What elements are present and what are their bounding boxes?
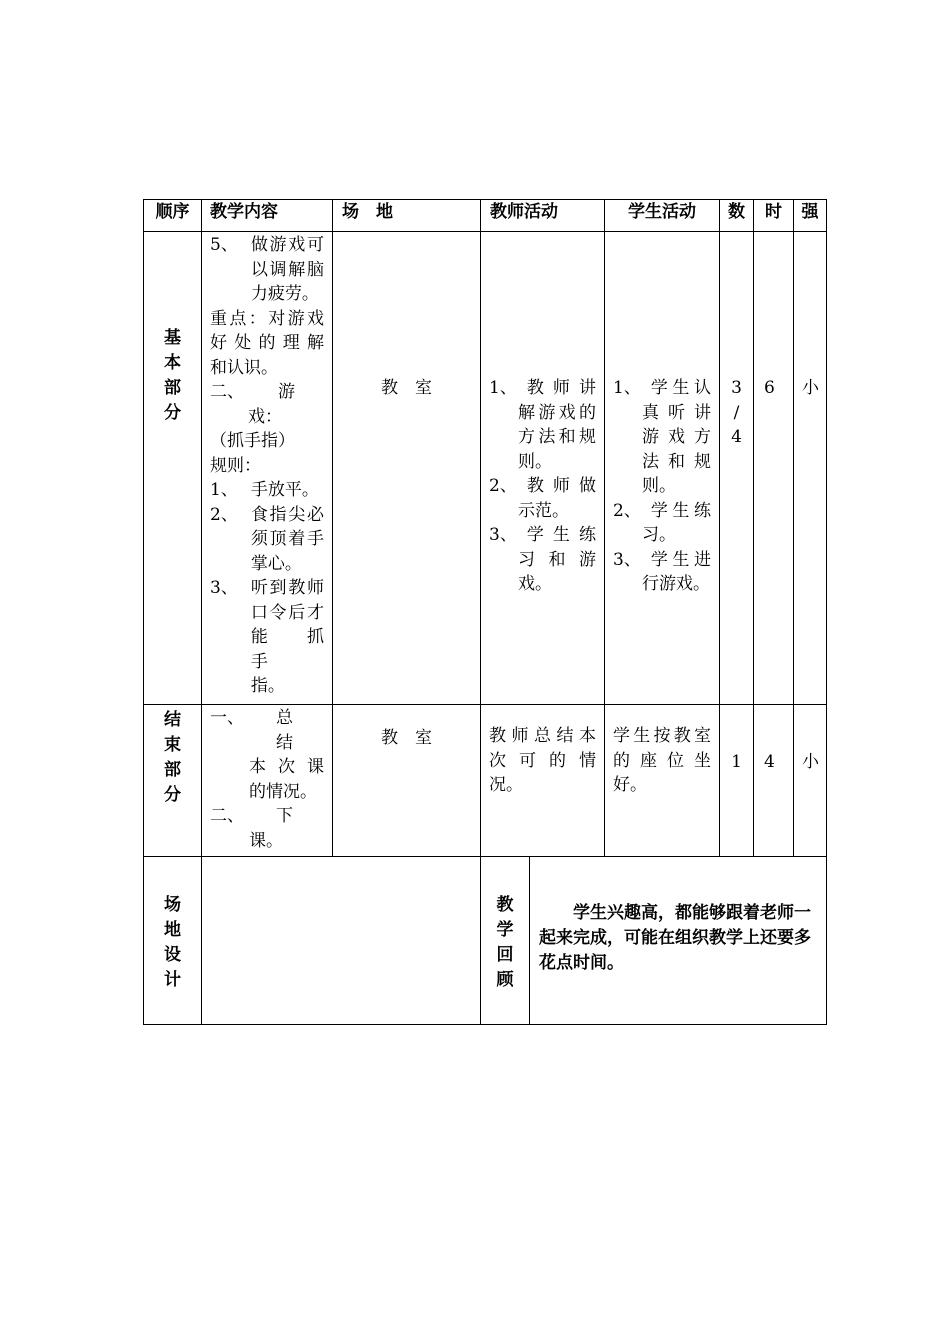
item-number: 1、 bbox=[489, 378, 517, 398]
teacher-step-2 bbox=[489, 474, 596, 499]
header-venue-label: 场 地 bbox=[342, 202, 393, 222]
teacher-line: 教师讲 bbox=[526, 378, 596, 398]
teacher-line: 教师总结本 bbox=[489, 726, 596, 746]
teacher-line: 教师做 bbox=[526, 476, 596, 496]
review-text: 学生兴趣高，都能够跟着老师一起来完成，可能在组织教学上还要多花点时间。 bbox=[539, 903, 811, 973]
ending-content bbox=[202, 705, 333, 857]
item-number: 2、 bbox=[613, 500, 641, 521]
student-line: 的座位坐 bbox=[613, 750, 711, 771]
design-char: 场 bbox=[164, 895, 181, 915]
basic-section-label bbox=[144, 232, 202, 705]
time-value: 6 bbox=[764, 378, 775, 398]
ending-item-2 bbox=[210, 804, 324, 829]
footer-row bbox=[144, 857, 827, 1025]
time-value: 4 bbox=[764, 752, 775, 772]
ending-line: 总 结 bbox=[276, 708, 310, 753]
header-content bbox=[202, 200, 333, 232]
student-step-2 bbox=[613, 499, 711, 524]
student-line: 学生认 bbox=[650, 378, 711, 398]
review-char: 回 bbox=[496, 945, 514, 965]
rule-line: 听到教师 bbox=[250, 578, 324, 598]
lesson-plan-table bbox=[143, 199, 827, 1025]
student-line: 行游戏。 bbox=[642, 574, 710, 594]
ending-line: 下 bbox=[276, 806, 293, 826]
teacher-line: 戏。 bbox=[518, 574, 552, 594]
teacher-line: 学生练 bbox=[526, 525, 596, 545]
rule-line: 食指尖必 bbox=[250, 504, 324, 525]
review-char: 学 bbox=[496, 920, 514, 940]
review-char: 教 bbox=[496, 895, 514, 915]
header-count: 数 bbox=[720, 200, 754, 232]
section-char: 束 bbox=[164, 735, 181, 755]
teacher-line: 况。 bbox=[489, 775, 523, 795]
count-line: 3 bbox=[731, 378, 742, 398]
ending-line: 本次课 bbox=[249, 757, 324, 777]
section-char: 本 bbox=[164, 353, 181, 373]
section-char: 分 bbox=[164, 403, 181, 423]
content-line: 做游戏可 bbox=[250, 235, 324, 255]
teaching-review-label bbox=[481, 857, 530, 1025]
teacher-line: 解游戏的 bbox=[518, 402, 596, 423]
focus-line: 和认识。 bbox=[210, 357, 278, 378]
intensity-value: 小 bbox=[802, 378, 819, 398]
game-heading bbox=[210, 380, 324, 429]
student-line: 学生按教室 bbox=[613, 726, 711, 746]
game-line: 游 bbox=[278, 382, 295, 402]
rule-1 bbox=[210, 478, 324, 503]
student-line: 则。 bbox=[642, 476, 676, 496]
count-line: 4 bbox=[731, 427, 742, 447]
ending-item-1 bbox=[210, 706, 324, 755]
teacher-step-3 bbox=[489, 523, 596, 548]
section-char: 分 bbox=[164, 785, 181, 805]
header-intensity: 强 bbox=[794, 200, 827, 232]
basic-venue bbox=[333, 232, 481, 705]
ending-row bbox=[144, 705, 827, 857]
section-char: 部 bbox=[164, 378, 181, 398]
rule-text: 手放平。 bbox=[250, 480, 319, 500]
student-line: 游戏方 bbox=[642, 427, 711, 447]
count-line: / bbox=[733, 402, 740, 423]
teacher-step-1 bbox=[489, 376, 596, 401]
student-line: 学生进 bbox=[650, 549, 711, 570]
ending-student bbox=[605, 705, 720, 857]
rule-2 bbox=[210, 503, 324, 577]
focus-line: 重点：对游戏 bbox=[210, 308, 324, 329]
student-line: 法和规 bbox=[642, 451, 711, 472]
section-char: 结 bbox=[164, 710, 181, 730]
header-order: 顺序 bbox=[144, 200, 202, 232]
rules-label: 规则： bbox=[210, 455, 261, 476]
review-char: 顾 bbox=[496, 970, 514, 990]
basic-intensity bbox=[794, 232, 827, 705]
item-number: 2、 bbox=[489, 476, 517, 496]
teacher-line: 则。 bbox=[518, 451, 552, 472]
ending-line: 的情况。 bbox=[249, 781, 317, 802]
design-char: 计 bbox=[164, 970, 181, 990]
ending-teacher bbox=[481, 705, 605, 857]
section-char: 基 bbox=[164, 328, 181, 348]
content-line: 以调解脑 bbox=[250, 259, 324, 280]
section-char: 部 bbox=[164, 760, 181, 780]
rule-line: 口令后才 bbox=[250, 602, 324, 623]
content-item-5 bbox=[210, 233, 324, 307]
count-value: 1 bbox=[731, 752, 742, 772]
basic-teacher bbox=[481, 232, 605, 705]
student-line: 好。 bbox=[613, 775, 647, 795]
basic-student bbox=[605, 232, 720, 705]
teacher-line: 方法和规 bbox=[518, 427, 596, 447]
basic-row bbox=[144, 232, 827, 705]
rule-line: 掌心。 bbox=[250, 553, 302, 574]
ending-time bbox=[754, 705, 794, 857]
student-step-1 bbox=[613, 376, 711, 401]
header-time: 时 bbox=[754, 200, 794, 232]
ending-line: 课。 bbox=[249, 830, 283, 851]
rule-line: 须顶着手 bbox=[250, 529, 324, 549]
game-name: （抓手指） bbox=[210, 431, 295, 451]
design-char: 设 bbox=[164, 945, 181, 965]
basic-time bbox=[754, 232, 794, 705]
rule-line: 指。 bbox=[250, 676, 285, 696]
header-content-label: 教学内容 bbox=[210, 202, 278, 222]
item-number: 一、 bbox=[210, 708, 244, 728]
header-teacher-label: 教师活动 bbox=[490, 202, 558, 222]
ending-venue bbox=[333, 705, 481, 857]
header-teacher bbox=[481, 200, 605, 232]
content-line: 力疲劳。 bbox=[250, 284, 319, 304]
item-number: 3、 bbox=[613, 549, 641, 570]
header-student: 学生活动 bbox=[605, 200, 720, 232]
venue-text: 教 室 bbox=[381, 378, 432, 398]
student-line: 真听讲 bbox=[642, 402, 711, 423]
teacher-line: 习和游 bbox=[518, 549, 596, 570]
item-number: 1、 bbox=[210, 480, 238, 500]
basic-content bbox=[202, 232, 341, 705]
ending-count bbox=[720, 705, 754, 857]
teaching-review-content bbox=[530, 857, 827, 1025]
item-number: 二、 bbox=[210, 806, 244, 826]
rule-3 bbox=[210, 576, 341, 699]
teacher-line: 示范。 bbox=[518, 500, 569, 521]
item-number: 二、 bbox=[210, 382, 244, 402]
student-line: 学生练 bbox=[650, 500, 711, 521]
header-row bbox=[144, 200, 827, 232]
venue-design-label bbox=[144, 857, 202, 1025]
item-number: 5、 bbox=[210, 235, 238, 255]
design-char: 地 bbox=[164, 920, 181, 940]
item-number: 2、 bbox=[210, 504, 238, 525]
lesson-plan-sheet bbox=[143, 199, 827, 1025]
intensity-value: 小 bbox=[802, 752, 819, 772]
ending-section-label bbox=[144, 705, 202, 857]
ending-intensity bbox=[794, 705, 827, 857]
venue-text: 教 室 bbox=[381, 728, 432, 748]
student-step-3 bbox=[613, 548, 711, 573]
focus-line: 好处的理解 bbox=[210, 333, 324, 353]
basic-count bbox=[720, 232, 754, 705]
game-line: 戏： bbox=[248, 406, 282, 427]
header-venue bbox=[333, 200, 481, 232]
venue-design-area bbox=[202, 857, 481, 1025]
teacher-line: 次可的情 bbox=[489, 750, 596, 771]
student-line: 习。 bbox=[642, 525, 676, 545]
rule-line: 能 抓 手 bbox=[250, 627, 341, 672]
item-number: 1、 bbox=[613, 378, 641, 398]
item-number: 3、 bbox=[210, 578, 238, 598]
item-number: 3、 bbox=[489, 525, 517, 545]
